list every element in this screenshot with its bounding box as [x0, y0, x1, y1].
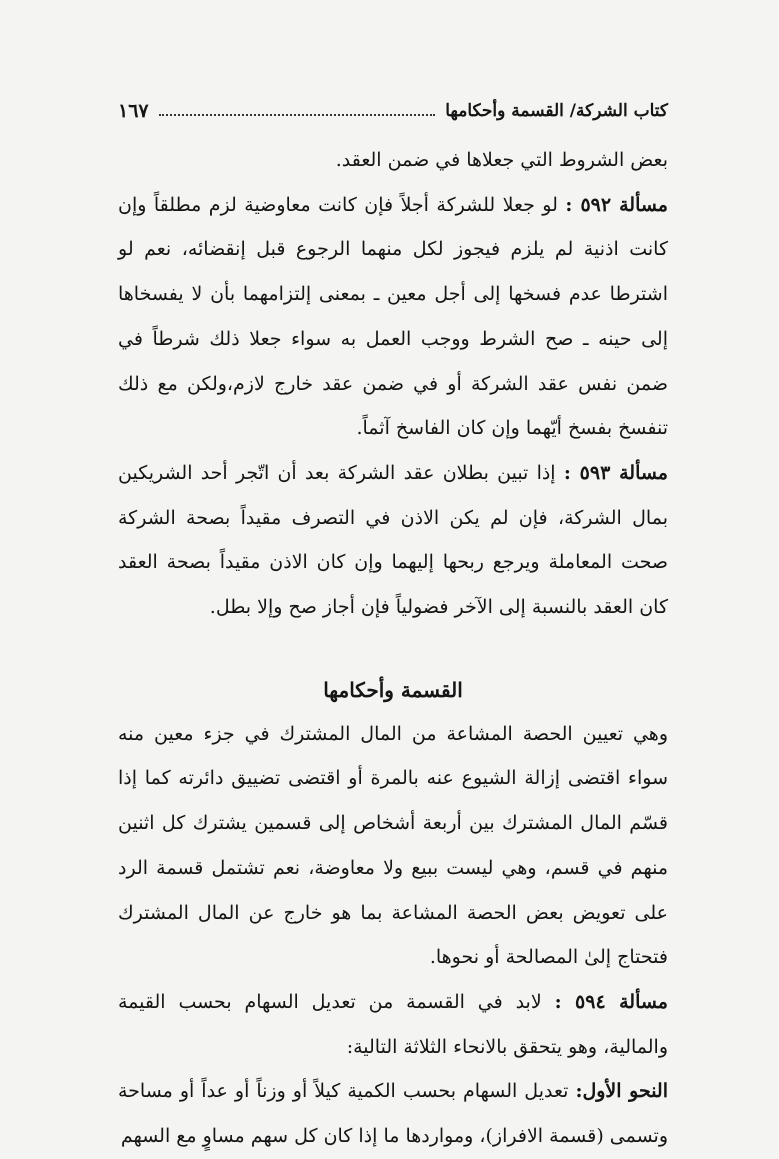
running-header — [118, 96, 668, 126]
issue-label: مسألة ٥٩٣ : — [563, 461, 668, 484]
section-definition — [118, 712, 668, 980]
section-title: القسمة وأحكامها — [323, 677, 463, 702]
issue-label: مسألة ٥٩٤ : — [554, 990, 668, 1013]
method-label: النحو الأول: — [575, 1080, 669, 1103]
body-text — [118, 138, 668, 1159]
issue-593 — [118, 451, 668, 630]
paragraph-continuation — [118, 138, 668, 183]
method-text: تعديل السهام بحسب الكمية كيلاً أو وزناً أو عداً أو مساحة وتسمى (قسمة الافراز)، ومواردها ما إذا كان كل سهم مساوٍ مع السهم — [118, 1080, 668, 1148]
running-title: كتاب الشركة/ القسمة وأحكامها — [445, 101, 668, 121]
header-dot-leader — [159, 114, 436, 116]
paragraph-text: وهي تعيين الحصة المشاعة من المال المشترك في جزء معين منه سواء اقتضى إزالة الشيوع عنه بالمرة أو اقتضى تضييق دائرته كما إذا قسّم المال المشترك بين أربعة أشخاص إلى قسمين يشترك كل اثنين منهم في قسم، وهي ليست ببيع ولا معاوضة، نعم تشتمل قسمة الرد على تعويض بعض الحصة المشاعة بما هو خارج عن المال المشترك فتحتاج إلىٰ المصالحة أو نحوها. — [118, 722, 668, 969]
issue-594 — [118, 980, 668, 1069]
paragraph-text: بعض الشروط التي جعلاها في ضمن العقد. — [335, 149, 668, 171]
first-method — [118, 1069, 668, 1158]
issue-label: مسألة ٥٩٢ : — [565, 193, 668, 216]
issue-592 — [118, 183, 668, 451]
page-number: ١٦٧ — [118, 100, 149, 122]
issue-text: لو جعلا للشركة أجلاً فإن كانت معاوضية لزم مطلقاً وإن كانت اذنية لم يلزم فيجوز لكل منهما الرجوع قبل إنقضائه، نعم لو اشترطا عدم فسخها إلى أجل معين ـ بمعنى إلتزامهما بأن لا يفسخاها إلى حينه ـ صح الشرط ووجب العمل به سواء جعلا ذلك شرطاً في ضمن نفس عقد الشركة أو في ضمن عقد خارج لازم،ولكن مع ذلك تنفسخ بفسخ أيّهما وإن كان الفاسخ آثماً. — [118, 193, 668, 440]
issue-text: لابد في القسمة من تعديل السهام بحسب القيمة والمالية، وهو يتحقق بالانحاء الثلاثة التالية: — [118, 990, 668, 1058]
issue-text: إذا تبين بطلان عقد الشركة بعد أن اتّجر أحد الشريكين بمال الشركة، فإن لم يكن الاذن في التصرف مقيداً بصحة الشركة صحت المعاملة ويرجع ربحها إليهما وإن كان الاذن مقيداً بصحة العقد كان العقد بالنسبة إلى الآخر فضولياً فإن أجاز صح وإلا بطل. — [118, 461, 668, 619]
